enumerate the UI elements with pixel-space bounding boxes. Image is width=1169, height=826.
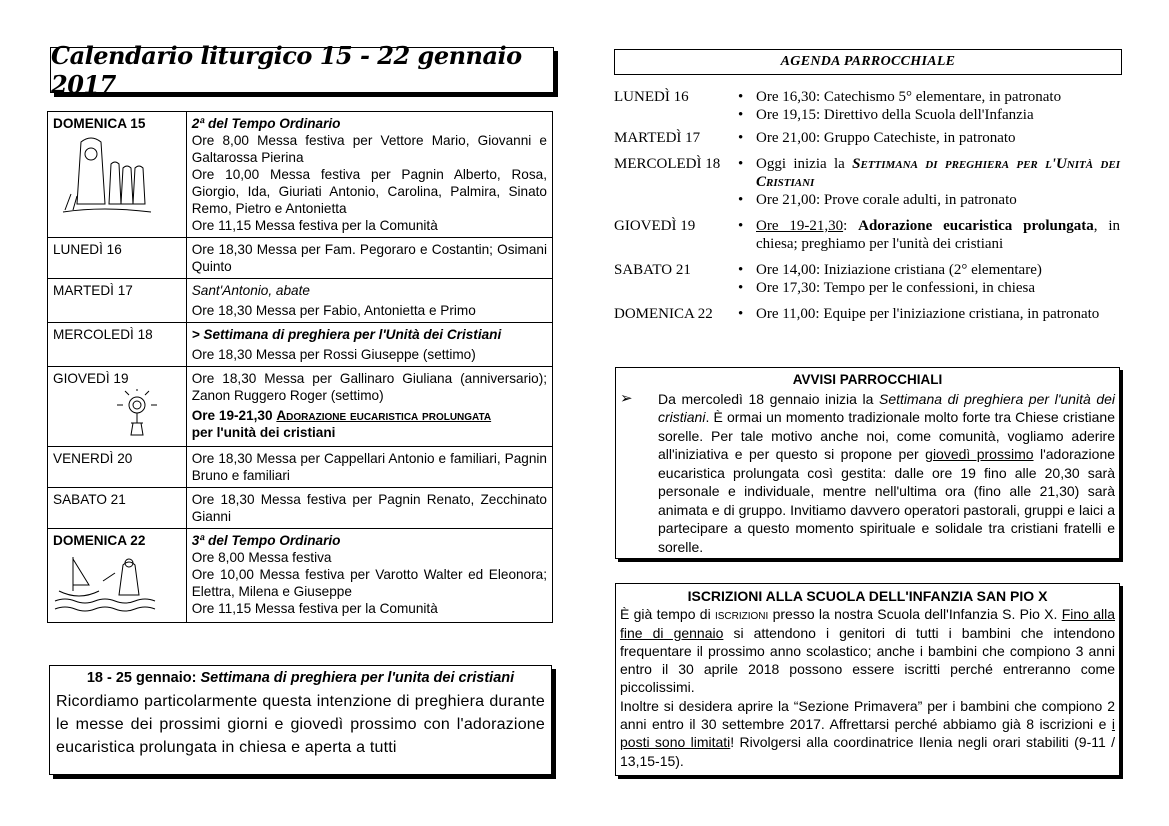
avvisi-text-part: . È ormai un momento tradizionale molto forte tra Chiese cristiane sorelle. Per tale motivo anche noi, come comunità, vogliamo aderire all'iniziativa e per questo si propone per — [658, 409, 1115, 462]
day-label: MARTEDÌ 17 — [48, 279, 187, 323]
iscrizioni-text-part: È già tempo di — [620, 606, 715, 623]
mass-line: Ore 8,00 Messa festiva — [191, 550, 332, 565]
table-row — [48, 323, 553, 367]
day-description — [186, 279, 552, 323]
day-description — [186, 112, 552, 238]
agenda-item-highlight: Settimana di preghiera per l'Unità dei Cristiani — [756, 156, 1120, 190]
table-row — [48, 447, 553, 488]
agenda-item — [738, 279, 1120, 297]
table-row — [48, 367, 553, 447]
mass-line: Ore 18,30 Messa per Fam. Pegoraro e Costantin; Osimani Quinto — [191, 242, 547, 274]
agenda-item-tail: , in chiesa; preghiamo per l'unità dei cristiani — [756, 218, 1120, 252]
hand-pointer-icon: ➢ — [620, 389, 633, 407]
mass-line: Ore 11,15 Messa festiva per la Comunità — [191, 601, 438, 616]
week-box-title-dates: 18 - 25 gennaio: — [86, 670, 201, 686]
bullet-icon: • — [738, 306, 744, 322]
table-row — [48, 279, 553, 323]
agenda-item-bold: Adorazione eucaristica prolungata — [858, 218, 1094, 234]
avvisi-text-italic: Settimana di preghiera per l'unità dei cristiani — [658, 390, 1115, 425]
agenda-item — [738, 305, 1120, 323]
iscrizioni-text-underline: i posti sono limitati — [620, 716, 1115, 751]
agenda-item-text — [756, 155, 1120, 191]
agenda-item — [738, 155, 1120, 191]
agenda-day: MARTEDÌ 17 — [614, 130, 701, 146]
agenda-day: DOMENICA 22 — [614, 306, 713, 322]
adoration-line — [192, 407, 547, 441]
mass-line: Ore 8,00 Messa festiva per Vettore Mario, Giovanni e Galtarossa Pierina — [191, 133, 547, 165]
agenda-item-text — [756, 217, 1120, 253]
liturgical-heading: 2ª del Tempo Ordinario — [191, 116, 341, 131]
bullet-icon: • — [738, 192, 744, 208]
day-label: MERCOLEDÌ 18 — [48, 323, 187, 367]
avvisi-title: AVVISI PARROCCHIALI — [792, 372, 943, 387]
day-cell — [48, 529, 187, 623]
agenda-item-text: Ore 17,30: Tempo per le confessioni, in chiesa — [756, 280, 1036, 296]
mass-line: Ore 10,00 Messa festiva per Varotto Walter ed Eleonora; Elettra, Milena e Giuseppe — [191, 567, 547, 599]
agenda-day: LUNEDÌ 16 — [614, 89, 689, 105]
day-label: DOMENICA 22 — [53, 533, 146, 548]
agenda-row — [614, 155, 1120, 209]
iscrizioni-text — [620, 605, 1115, 770]
bullet-icon: • — [738, 156, 744, 172]
week-prayer-heading: > Settimana di preghiera per l'Unità dei Cristiani — [191, 327, 502, 342]
agenda-item — [738, 191, 1120, 209]
day-cell — [48, 112, 187, 238]
agenda-item-text: Ore 16,30: Catechismo 5° elementare, in patronato — [756, 89, 1062, 105]
agenda-day: MERCOLEDÌ 18 — [614, 156, 721, 172]
day-cell — [48, 367, 187, 447]
iscrizioni-box — [615, 583, 1120, 776]
agenda-item — [738, 106, 1120, 124]
day-label: VENERDÌ 20 — [48, 447, 187, 488]
agenda-item-text: Ore 11,00: Equipe per l'iniziazione cristiana, in patronato — [756, 306, 1100, 322]
week-box-title — [56, 670, 545, 686]
mass-line: Ore 18,30 Messa per Cappellari Antonio e familiari, Pagnin Bruno e familiari — [191, 451, 547, 483]
mass-line: Ore 10,00 Messa festiva per Pagnin Alberto, Rosa, Giorgio, Ida, Giuriati Antonio, Carolina, Palmira, Sinato Remo, Pietro e Antonietta — [191, 167, 547, 216]
title-box — [50, 41, 554, 99]
day-description — [186, 323, 552, 367]
monstrance-illustration — [53, 389, 163, 439]
mass-line: Ore 18,30 Messa per Gallinaro Giuliana (anniversario); Zanon Ruggero Roger (settimo) — [191, 371, 547, 403]
bullet-icon: • — [738, 130, 744, 146]
agenda-row — [614, 305, 1120, 323]
agenda-item-text: Ore 19,15: Direttivo della Scuola dell'Infanzia — [756, 107, 1034, 123]
jesus-disciples-illustration — [53, 134, 153, 216]
adoration-time: Ore 19-21,30 — [191, 408, 273, 423]
iscrizioni-text-underline: Fino alla fine di gennaio — [620, 606, 1115, 641]
day-description — [186, 488, 552, 529]
iscrizioni-text-part: si attendono i genitori di tutti i bambini che intendono frequentare il prossimo anno scolastico; anche i bambini che compiono 3 anni entro il 30 aprile 2018 possono essere iscritti perché entreranno come piccolissimi. — [620, 624, 1115, 696]
avvisi-text-part: l'adorazione eucaristica prolungata così gestita: dalle ore 19 fino alle 20,30 sarà personale e individuale, mentre nell'ultima ora (fino alle 21,30) sarà animata e di gruppo. Invitiamo davvero operatori pastorali, gruppi e laici a partecipare a questo momento spirituale e solidale tra cristiani fratelli e sorelle. — [658, 446, 1116, 555]
agenda-row — [614, 129, 1120, 147]
adoration-title: Adorazione eucaristica prolungata — [276, 408, 492, 423]
agenda-item — [738, 129, 1120, 147]
iscrizioni-title: ISCRIZIONI ALLA SCUOLA DELL'INFANZIA SAN PIO X — [687, 588, 1048, 604]
iscrizioni-text-part: Inoltre si desidera aprire la “Sezione Primavera” per i bambini che compiono 2 anni entro il 30 settembre 2017. Affrettarsi perché abbiamo già 8 iscrizioni e — [620, 697, 1115, 733]
table-row — [48, 112, 553, 238]
agenda-item-text: Ore 21,00: Prove corale adulti, in patronato — [756, 192, 1017, 208]
agenda-item-time: Ore 19-21,30 — [756, 218, 844, 234]
bullet-icon: • — [738, 262, 744, 278]
agenda-day: SABATO 21 — [614, 262, 691, 278]
agenda-item-text: Ore 14,00: Iniziazione cristiana (2° elementare) — [756, 262, 1042, 278]
week-box-body: Ricordiamo particolarmente questa intenzione di preghiera durante le messe dei prossimi giorni e giovedì prossimo con l'adorazione eucaristica prolungata in chiesa e aperta a tutti — [56, 693, 545, 756]
agenda-row — [614, 261, 1120, 297]
bullet-icon: • — [738, 89, 744, 105]
day-label: GIOVEDÌ 19 — [53, 371, 129, 386]
day-label: DOMENICA 15 — [53, 116, 146, 131]
iscrizioni-text-part: presso la nostra Scuola dell'Infanzia S. Pio X. — [768, 606, 1062, 623]
iscrizioni-text-part: ! Rivolgersi alla coordinatrice Ilenia negli orari stabiliti (9-11 / 13,15-15). — [620, 734, 1115, 769]
calendar-table — [47, 111, 553, 623]
table-row — [48, 238, 553, 279]
adoration-tail: per l'unità dei cristiani — [191, 425, 336, 440]
agenda-title: AGENDA PARROCCHIALE — [780, 54, 956, 69]
liturgical-heading: 3ª del Tempo Ordinario — [191, 533, 341, 548]
agenda-header — [614, 49, 1122, 75]
agenda-row — [614, 88, 1120, 124]
saint-heading: Sant'Antonio, abate — [191, 283, 310, 298]
day-description — [186, 238, 552, 279]
bullet-icon: • — [738, 107, 744, 123]
week-prayer-box — [49, 665, 552, 775]
avvisi-box — [615, 367, 1120, 559]
agenda-list — [614, 88, 1120, 328]
table-row — [48, 529, 553, 623]
iscrizioni-text-caps: iscrizioni — [714, 606, 769, 623]
day-label: SABATO 21 — [48, 488, 187, 529]
jesus-boat-illustration — [53, 551, 163, 615]
day-description — [186, 447, 552, 488]
agenda-item — [738, 217, 1120, 253]
week-box-title-text: Settimana di preghiera per l'unita dei cristiani — [200, 670, 515, 686]
avvisi-text-part: Da mercoledì 18 gennaio inizia la — [658, 390, 879, 407]
agenda-item — [738, 88, 1120, 106]
day-description — [186, 367, 552, 447]
mass-line: Ore 18,30 Messa per Fabio, Antonietta e Primo — [191, 303, 476, 318]
day-description — [186, 529, 552, 623]
page-title: Calendario liturgico 15 - 22 gennaio 2017 — [51, 41, 522, 99]
mass-line: Ore 18,30 Messa per Rossi Giuseppe (settimo) — [191, 347, 476, 362]
avvisi-text-underline: giovedì prossimo — [925, 446, 1034, 462]
bullet-icon: • — [738, 218, 744, 234]
agenda-item-text: Ore 21,00: Gruppo Catechiste, in patronato — [756, 130, 1016, 146]
agenda-row — [614, 217, 1120, 253]
avvisi-text — [658, 390, 1115, 557]
agenda-item-prefix: Oggi inizia la — [756, 156, 845, 172]
table-row — [48, 488, 553, 529]
agenda-item — [738, 261, 1120, 279]
mass-line: Ore 11,15 Messa festiva per la Comunità — [191, 218, 438, 233]
day-label: LUNEDÌ 16 — [48, 238, 187, 279]
agenda-item-sep: : — [843, 218, 859, 234]
agenda-day: GIOVEDÌ 19 — [614, 218, 696, 234]
bullet-icon: • — [738, 280, 744, 296]
mass-line: Ore 18,30 Messa festiva per Pagnin Renato, Zecchinato Gianni — [191, 492, 547, 524]
